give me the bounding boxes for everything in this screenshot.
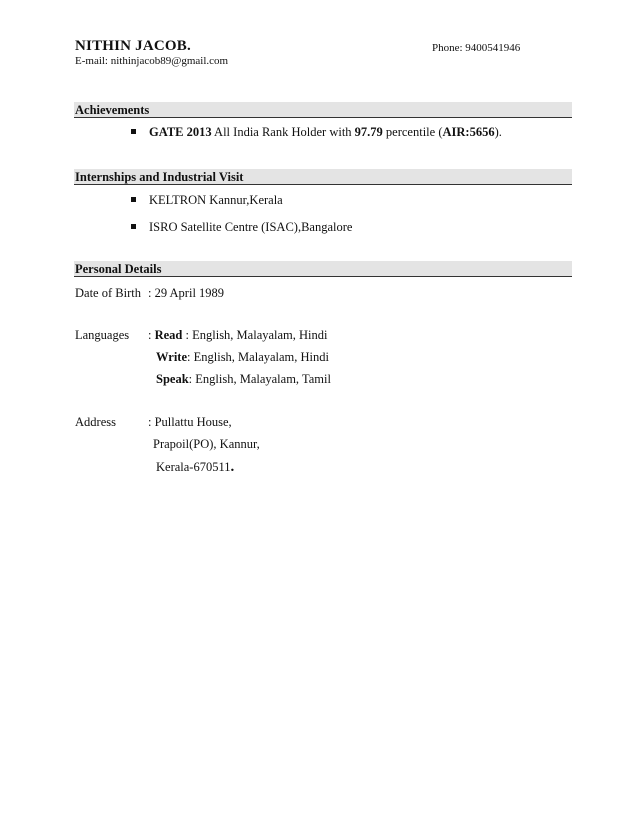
read-line — [148, 328, 328, 343]
phone-number: Phone: 9400541946 — [432, 42, 521, 54]
bullet-icon — [131, 224, 136, 229]
languages-prefix: : — [148, 328, 155, 342]
write-value: : English, Malayalam, Hindi — [187, 350, 330, 364]
address-line-3 — [156, 459, 234, 476]
achievement-item — [131, 125, 502, 140]
speak-label: Speak — [156, 372, 189, 386]
achievements-header: Achievements — [74, 102, 572, 118]
speak-line — [156, 372, 331, 387]
write-line — [156, 350, 329, 365]
write-label: Write — [156, 350, 188, 364]
exam-name: GATE 2013 — [149, 125, 212, 139]
address-end-period: . — [230, 459, 235, 475]
personal-details-header: Personal Details — [74, 261, 572, 277]
address-label: Address — [75, 415, 116, 429]
internship-item — [131, 193, 283, 208]
internships-header: Internships and Industrial Visit — [74, 169, 572, 185]
address-line-2: Prapoil(PO), Kannur, — [153, 437, 260, 451]
address-line-3-text: Kerala-670511 — [156, 460, 231, 474]
email-address: E-mail: nithinjacob89@gmail.com — [75, 55, 229, 67]
read-value: : English, Malayalam, Hindi — [182, 328, 328, 342]
internship-text: KELTRON Kannur,Kerala — [149, 193, 283, 207]
percentile-value: 97.79 — [354, 125, 383, 139]
address-line-1: : Pullattu House, — [148, 415, 232, 429]
achievement-text-2: percentile ( — [382, 125, 443, 139]
internship-item — [131, 220, 352, 235]
languages-label: Languages — [75, 328, 130, 342]
read-label: Read — [154, 328, 183, 342]
dob-value: : 29 April 1989 — [148, 286, 225, 300]
candidate-name: NITHIN JACOB. — [75, 38, 191, 54]
bullet-icon — [131, 197, 136, 202]
internship-text: ISRO Satellite Centre (ISAC),Bangalore — [149, 220, 353, 234]
air-value: AIR:5656 — [442, 125, 495, 139]
speak-value: : English, Malayalam, Tamil — [188, 372, 331, 386]
bullet-icon — [131, 129, 136, 134]
achievement-text-1: All India Rank Holder with — [211, 125, 355, 139]
dob-label: Date of Birth — [75, 286, 141, 300]
achievement-text-3: ). — [494, 125, 502, 139]
